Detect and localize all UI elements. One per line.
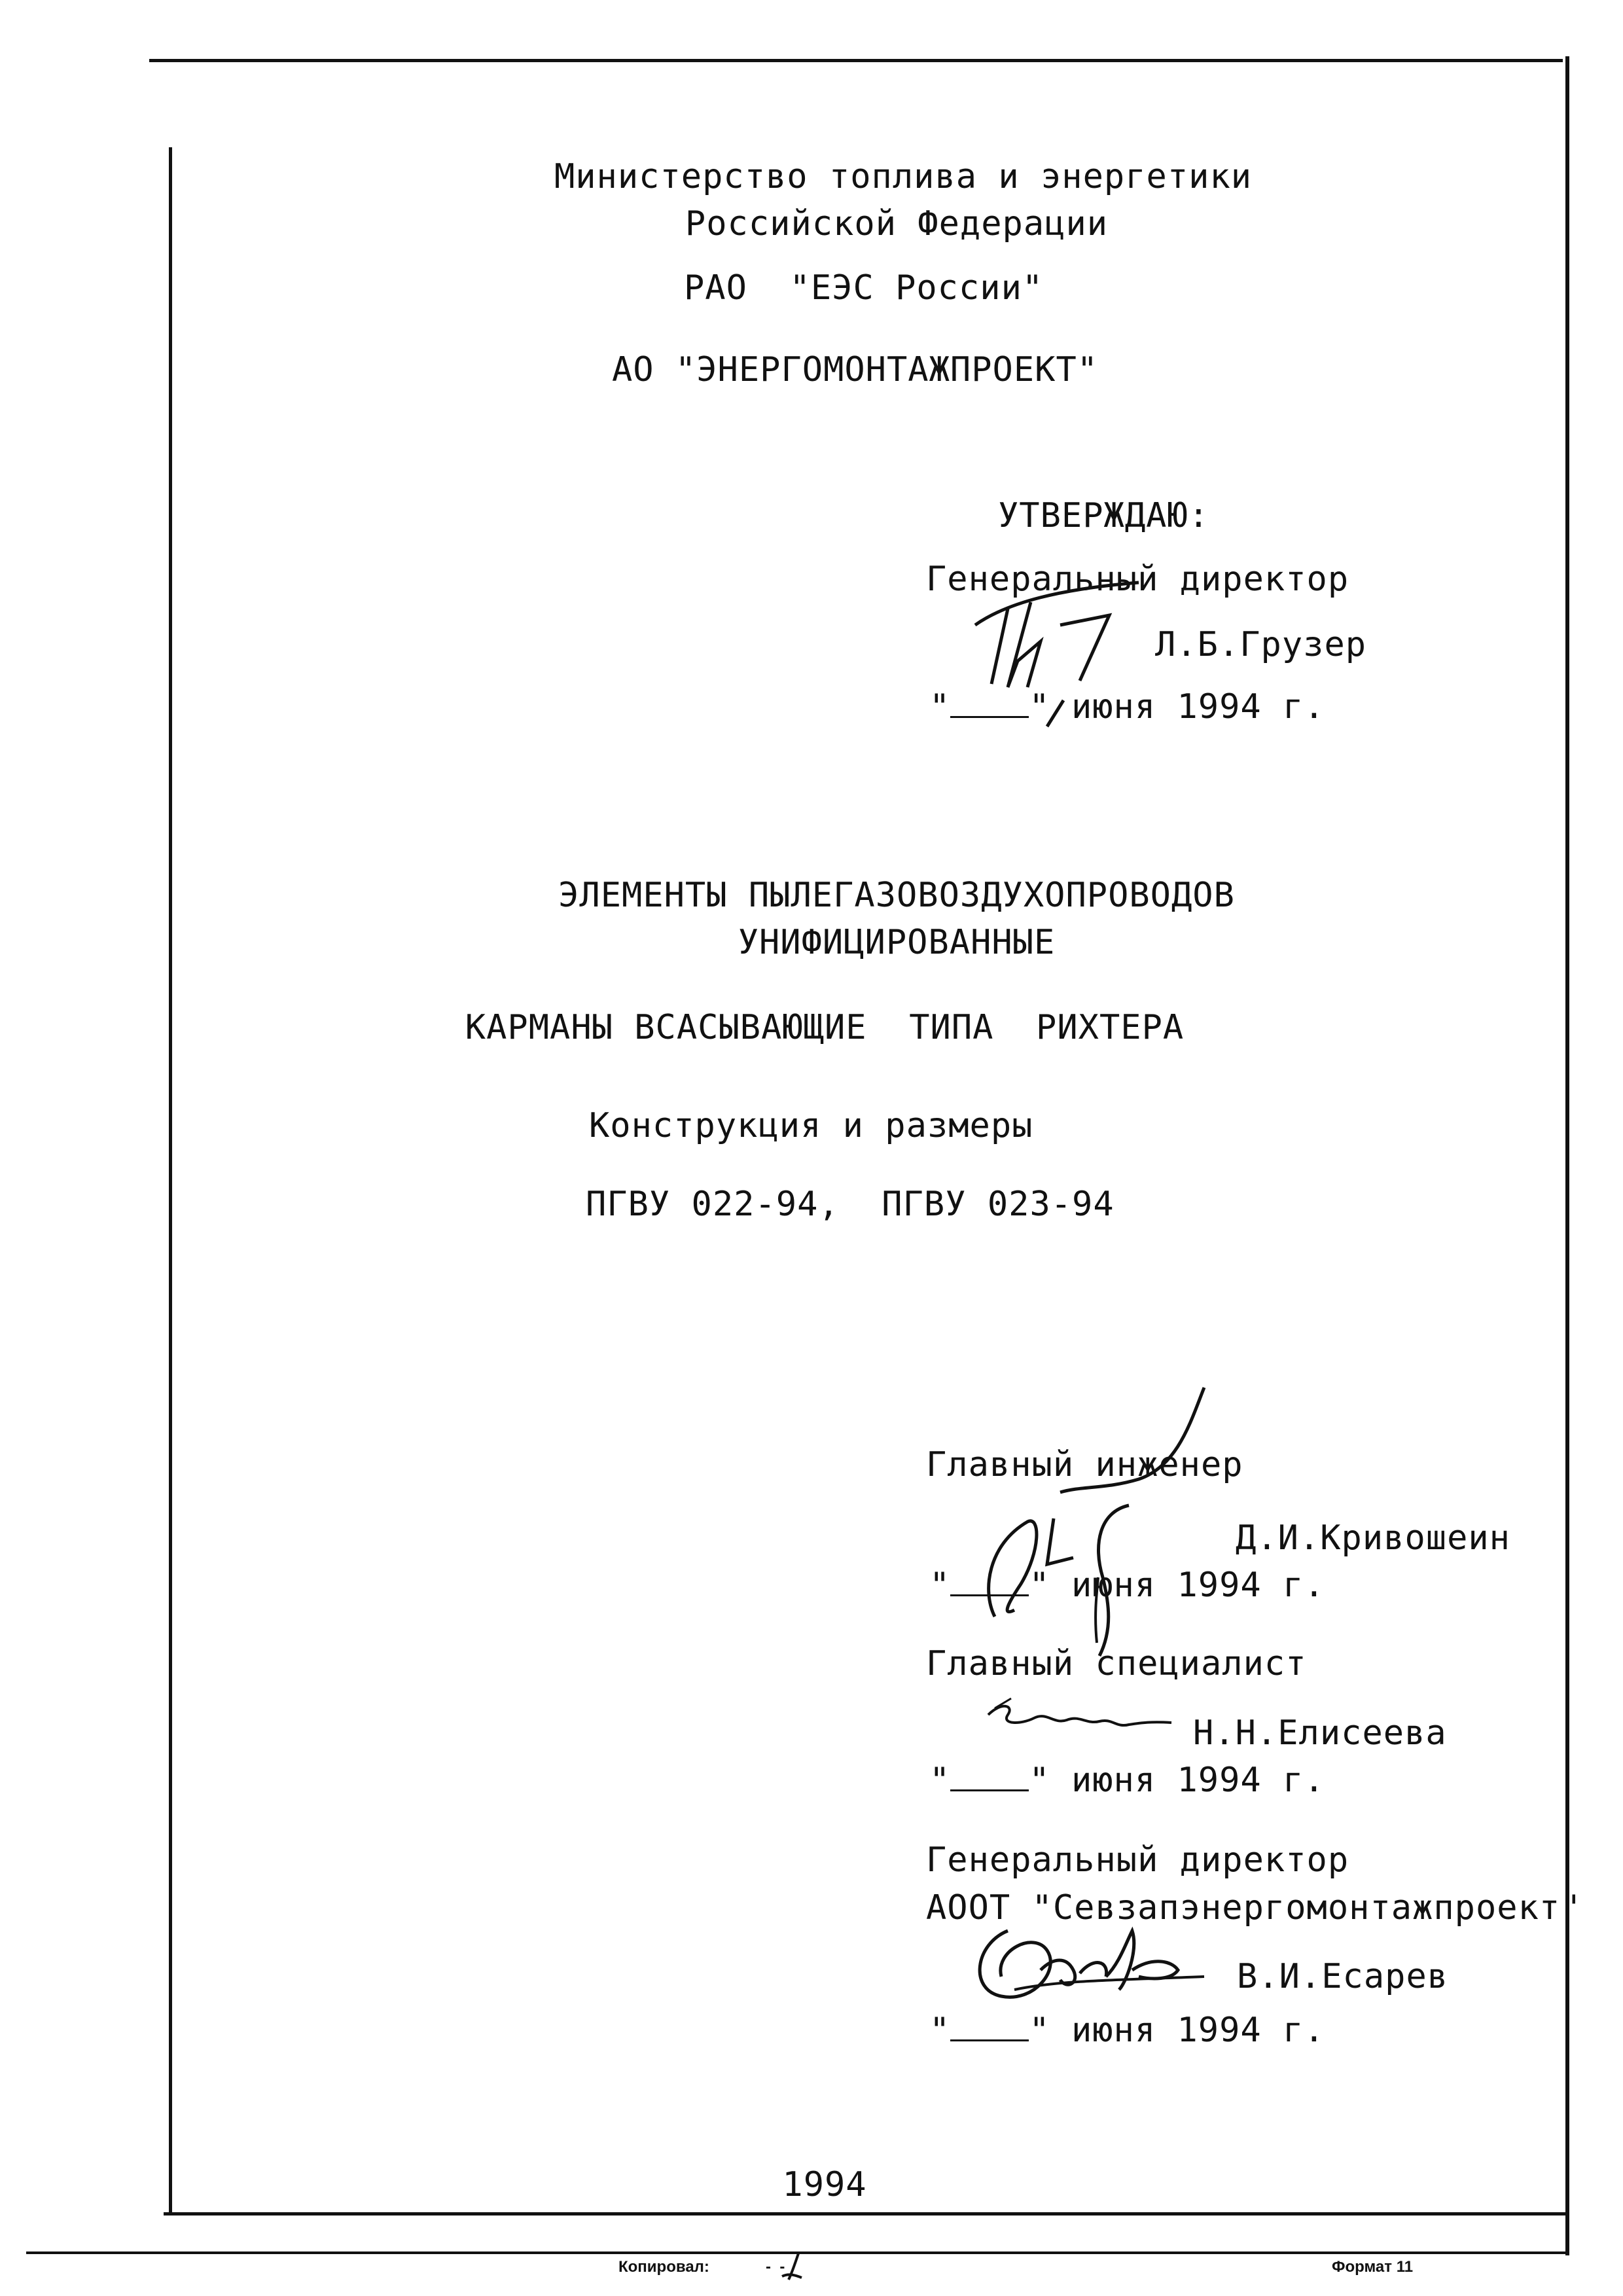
signature-eliseeva-icon — [982, 1695, 1178, 1748]
director-org: АООТ "Севзапэнергомонтажпроект" — [926, 1888, 1582, 1928]
format-label: Формат 11 — [1332, 2258, 1414, 2276]
ao-name: АО "ЭНЕРГОМОНТАЖПРОЕКТ" — [612, 350, 1099, 389]
date-rest: июня 1994 г. — [1071, 1761, 1325, 1800]
date-close-quote: " — [1029, 2011, 1050, 2050]
ministry-line2: Российской Федерации — [685, 204, 1109, 243]
date-open-quote: " — [929, 1761, 951, 1800]
chief-engineer-name: Д.И.Кривошеин — [1236, 1518, 1510, 1558]
doc-title-line1: ЭЛЕМЕНТЫ ПЫЛЕГАЗОВОЗДУХОПРОВОДОВ — [558, 876, 1235, 915]
date-open-quote: " — [929, 1566, 951, 1605]
frame-left-border — [169, 147, 172, 2215]
ministry-line1: Министерство топлива и энергетики — [554, 157, 1253, 196]
copied-by-label: Копировал: — [618, 2258, 709, 2276]
copied-by-initial-icon — [779, 2250, 805, 2283]
date-close-quote: " — [1029, 687, 1050, 726]
copied-by-mark: - - — [766, 2258, 785, 2276]
specialist-date — [929, 1761, 1325, 1800]
date-close-quote: " — [1029, 1761, 1050, 1800]
doc-codes: ПГВУ 022-94, ПГВУ 023-94 — [586, 1185, 1115, 1224]
frame-top-border — [149, 59, 1563, 62]
date-rest: июня 1994 г. — [1071, 1566, 1325, 1605]
director-date — [929, 2011, 1325, 2050]
director-name: В.И.Есарев — [1237, 1957, 1449, 1996]
approval-position: Генеральный директор — [926, 560, 1349, 599]
date-open-quote: " — [929, 2011, 951, 2050]
signature-gruzer-icon — [969, 563, 1152, 733]
doc-title-line2: УНИФИЦИРОВАННЫЕ — [738, 923, 1056, 962]
doc-subtitle: Конструкция и размеры — [589, 1106, 1033, 1145]
approval-title: УТВЕРЖДАЮ: — [998, 496, 1210, 535]
date-close-quote: " — [1029, 1566, 1050, 1605]
frame-bottom-border — [164, 2212, 1569, 2215]
date-rest: июня 1994 г. — [1071, 2011, 1325, 2050]
signature-krivoshein-icon — [942, 1381, 1309, 1669]
specialist-name: Н.Н.Елисеева — [1193, 1713, 1447, 1753]
date-rest: июня 1994 г. — [1071, 687, 1325, 726]
approval-name: Л.Б.Грузер — [1155, 625, 1367, 664]
rao-name: РАО "ЕЭС России" — [684, 268, 1044, 308]
signature-esarev-icon — [955, 1918, 1217, 2016]
specialist-position: Главный специалист — [926, 1644, 1307, 1683]
publication-year: 1994 — [782, 2165, 867, 2204]
chief-engineer-position: Главный инженер — [926, 1445, 1243, 1484]
date-open-quote: " — [929, 687, 951, 726]
doc-title-line3: КАРМАНЫ ВСАСЫВАЮЩИЕ ТИПА РИХТЕРА — [465, 1008, 1185, 1047]
director-position: Генеральный директор — [926, 1840, 1349, 1880]
date-day-blank — [950, 1761, 1029, 1791]
